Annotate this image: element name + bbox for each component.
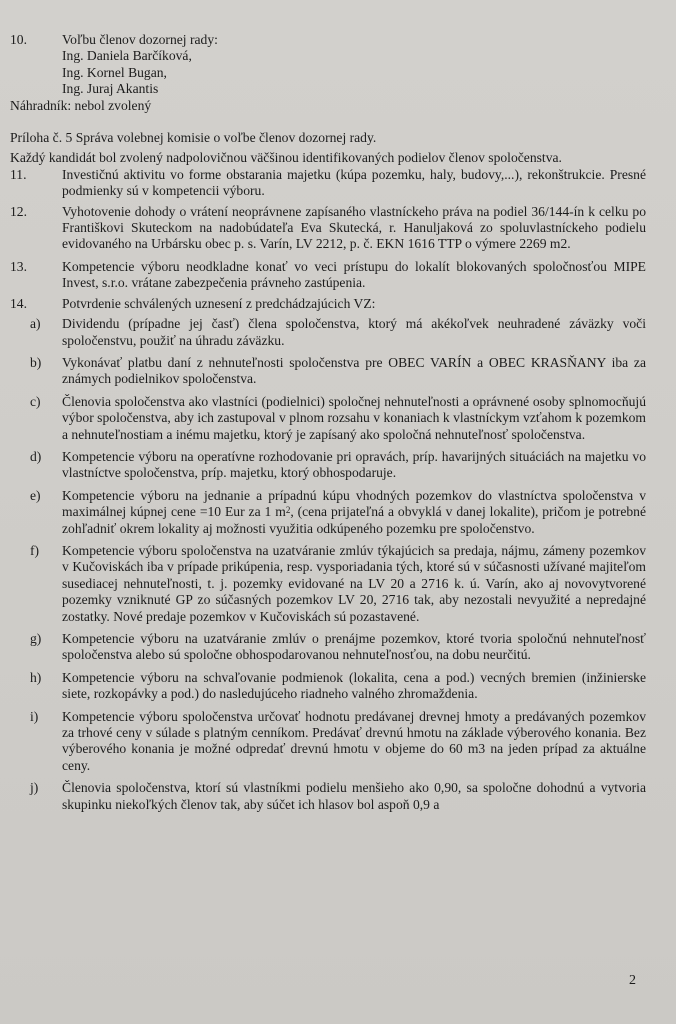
subitem-b: b) Vykonávať platbu daní z nehnuteľnosti spoločenstva pre OBEC VARÍN a OBEC KRASŇANY iba za známych podielnikov spoločenstva. [30,354,646,387]
board-member: Ing. Kornel Bugan, [62,64,167,80]
board-members [10,48,646,97]
item-12: 12. Vyhotovenie dohody o vrátení neoprávnene zapísaného vlastníckeho práva na podiel 36/144-ín k celku po Františkovi Skuteckom na nadobúdateľa Eva Skutecká, r. Hanuljaková zo spoluvlastníckeho podielu evidovaného na Urbársku obec p. s. Varín, LV 2212, p. č. EKN 1616 TTP o výmere 2269 m2. [10,203,646,252]
subitem-a: a) Dividendu (prípadne jej časť) člena spoločenstva, ktorý má akékoľvek neuhradené záväzky voči spoločenstvu, použiť na úhradu záväzku. [30,316,646,348]
subitem-h: h) Kompetencie výboru na schvaľovanie podmienok (lokalita, cena a pod.) vecných bremien (inžinierske siete, rozkopávky a pod.) do nasledujúceho riadneho valného zhromaždenia. [30,669,646,702]
item-10 [10,32,646,48]
superscript: 2 [285,505,291,516]
subitem-i: i) Kompetencie výboru spoločenstva určovať hodnotu predávanej drevnej hmoty a predávaných pozemkov za trhové ceny v súlade s platným cenníkom. Predávať drevnú hmotu na základe výberového konania. Bez výberového konania je možné odpredať drevnú hmotu v objeme do 60 m3 na jeden prípad za aktuálne ceny. [30,708,646,773]
item-number: 10. [10,32,27,47]
subitem-f: f) Kompetencie výboru spoločenstva na uzatváranie zmlúv týkajúcich sa predaja, nájmu, zámeny pozemkov v Kučoviskách iba v prípade prikúpenia, resp. vysporiadania tých, ktoré sú v súčasnosti užívané majiteľom susediacej nehnuteľnosti, t. j. pozemky evidované na LV 20 a 2716 k. ú. Varín, ako aj novovytvorené pozemky vzniknuté GP zo súčasných pozemkov LV 20, 2716 tak, aby nezostali nevyužité a nepredajné zostatky. Nové predaje pozemkov v Kučoviskách sú pozastavené. [30,542,646,624]
subitem-d: d) Kompetencie výboru na operatívne rozhodovanie pri opravách, príp. havarijných situáciách na majetku vo vlastníctve spoločenstva, príp. majetku, ktorý obhospodaruje. [30,448,646,481]
board-member: Ing. Juraj Akantis [62,81,159,97]
subitem-c: c) Členovia spoločenstva ako vlastníci (podielnici) spoločnej nehnuteľnosti a oprávnené osoby splnomocňujú výbor spoločenstva, aby ich zastupoval v plnom rozsahu v konaniach k vlastníckym vzťahom k pozemkom a nehnuteľnostiam a inému majetku, ktorý je zapísaný ako spoločná nehnuteľnosť spoločenstva. [30,393,646,442]
substitute-line: Náhradník: nebol zvolený [10,97,152,113]
item-13: 13. Kompetencie výboru neodkladne konať vo veci prístupu do lokalít blokovaných spoločnosťou MIPE Invest, s.r.o. vrátane zabezpečenia právneho zastúpenia. [10,258,646,291]
subitem-j: j) Členovia spoločenstva, ktorí sú vlastníkmi podielu menšieho ako 0,90, sa spoločne dohodnú a vytvoria skupinku niekoľkých členov tak, aby súčet ich hlasov bol aspoň 0,9 a [30,780,646,812]
subitem-e: e) Kompetencie výboru na jednanie a prípadnú kúpu vhodných pozemkov do vlastníctva spoločenstva v maximálnej kúpnej cene =10 Eur za 1 $m^2$, (cena prijateľná a obvyklá v danej lokalite), pričom je potrebné zohľadniť okrem lokality aj možnosti využitia odkúpeného pozemku pre spoločenstvo. [30,487,646,536]
subitem-g: g) Kompetencie výboru na uzatváranie zmlúv o prenájme pozemkov, ktoré tvoria spoločnú nehnuteľnosť spoločenstva alebo sú spoločne obhospodarovanou nehnuteľnosťou, na dobu neurčitú. [30,631,646,663]
attachment-line: Príloha č. 5 Správa volebnej komisie o voľbe členov dozornej rady. [10,130,377,146]
item-11: 11. Investičnú aktivitu vo forme obstarania majetku (kúpa pozemku, haly, budovy,...), rekonštrukcie. Presné podmienky sú v kompetencii výboru. [10,166,646,199]
item-14: 14. Potvrdenie schválených uznesení z predchádzajúcich VZ: [10,295,376,311]
page-number: 2 [629,973,636,988]
board-title: Voľbu členov dozornej rady: [62,32,218,47]
board-member: Ing. Daniela Barčíková, [62,48,192,64]
attachment-note: Každý kandidát bol zvolený nadpolovičnou väčšinou identifikovaných podielov členov spoločenstva. [10,150,562,166]
